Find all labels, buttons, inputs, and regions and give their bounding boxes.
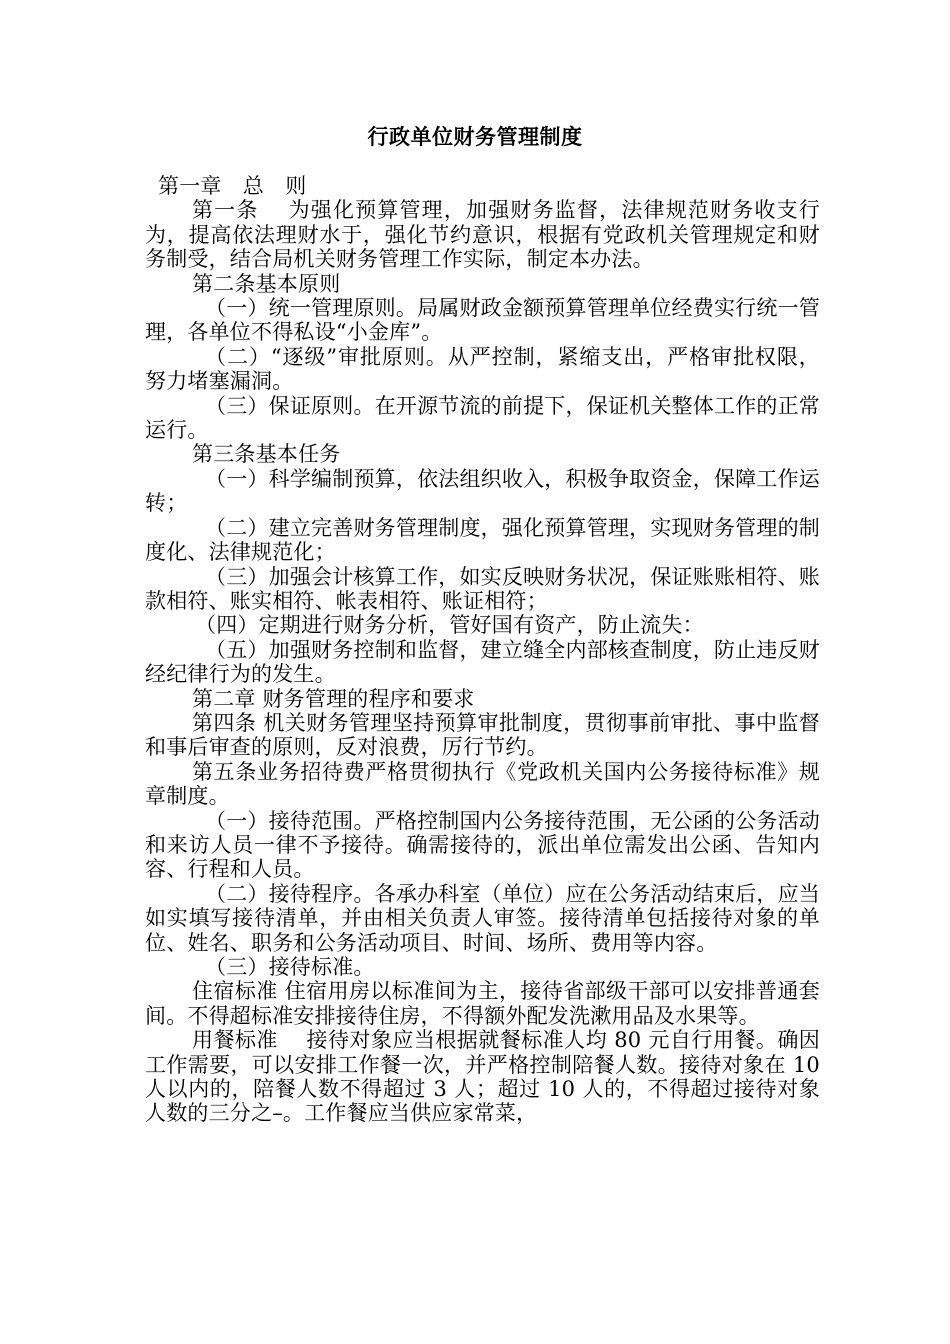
- article-paragraph: 第一条 为强化预算管理，加强财务监督，法律规范财务收支行为，提高依法理财水于，强化节约意识，根据有党政机关管理规定和财务制受，结合局机关财务管理工作实际，制定本办法。: [145, 198, 820, 272]
- chapter-heading: 第一章 总 则: [158, 174, 307, 198]
- standard-paragraph: 住宿标准 住宿用房以标准间为主，接待省部级干部可以安排普通套间。不得超标准安排接待住房，不得额外配发洗漱用品及水果等。: [145, 979, 820, 1028]
- clause-paragraph: （一）科学编制预算，依法组织收入，积极争取资金，保障工作运转；: [145, 466, 820, 516]
- clause-paragraph: （二）接待程序。各承办科室（单位）应在公务活动结束后，应当如实填写接待清单，并由相关负责人审签。接待清单包括接待对象的单位、姓名、职务和公务活动项目、时间、场所、费用等内容。: [145, 881, 820, 955]
- clause-paragraph: （四）定期进行财务分析，管好国有资产，防止流失：: [195, 613, 704, 638]
- clause-paragraph: （五）加强财务控制和监督，建立缝全内部核查制度，防止违反财经纪律行为的发生。: [145, 637, 820, 687]
- clause-paragraph: （二）建立完善财务管理制度，强化预算管理，实现财务管理的制度化、法律规范化；: [145, 515, 820, 565]
- clause-paragraph: （三）接待标准。: [205, 955, 375, 979]
- clause-paragraph: （二）“逐级”审批原则。从严控制，紧缩支出，严格审批权限，努力堵塞漏洞。: [145, 344, 820, 394]
- document-body: [145, 174, 827, 1126]
- chapter-heading: 第二章 财务管理的程序和要求: [192, 686, 475, 711]
- clause-paragraph: （三）保证原则。在开源节流的前提下，保证机关整体工作的正常运行。: [145, 393, 820, 443]
- article-heading: 第二条基本原则: [192, 271, 341, 296]
- article-heading: 第三条基本任务: [192, 442, 341, 467]
- article-paragraph: 第五条业务招待费严格贯彻执行《党政机关国内公务接待标准》规章制度。: [145, 759, 820, 809]
- clause-paragraph: （一）接待范围。严格控制国内公务接待范围，无公函的公务活动和来访人员一律不予接待。确需接待的，派出单位需发出公函、告知内容、行程和人员。: [145, 808, 820, 882]
- clause-paragraph: （三）加强会计核算工作，如实反映财务状况，保证账账相符、账款相符、账实相符、帐表相符、账证相符；: [145, 564, 820, 613]
- document-title: 行政单位财务管理制度: [367, 124, 583, 149]
- clause-paragraph: （一）统一管理原则。局属财政金额预算管理单位经费实行统一管理，各单位不得私设“小金库”。: [145, 296, 820, 345]
- article-paragraph: 第四条 机关财务管理坚持预算审批制度，贯彻事前审批、事中监督和事后审查的原则，反对浪费，厉行节约。: [145, 710, 820, 760]
- standard-paragraph: 用餐标准 接待对象应当根据就餐标准人均 80 元自行用餐。确因工作需要，可以安排工作餐一次，并严格控制陪餐人数。接待对象在 10 人以内的，陪餐人数不得超过 3 人；超过 10 人的，不得超过接待对象人数的三分之–。工作餐应当供应家常菜，: [145, 1028, 827, 1126]
